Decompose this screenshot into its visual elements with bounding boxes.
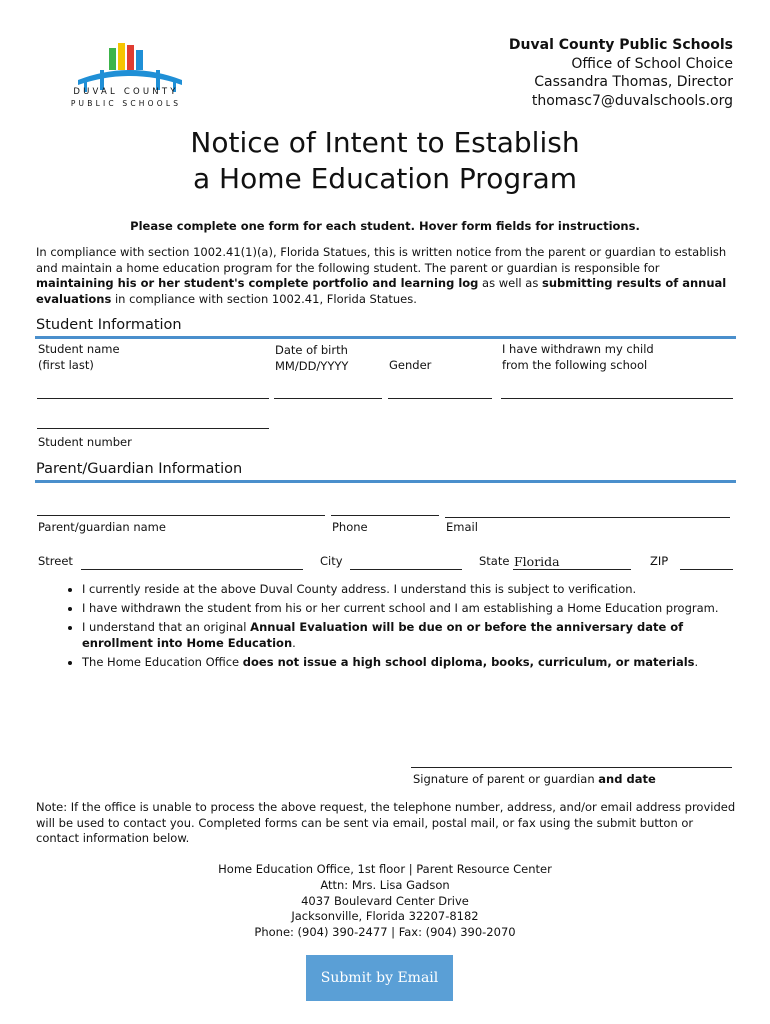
phone-label: Phone: [332, 520, 368, 534]
previous-school-label-2: from the following school: [502, 357, 648, 372]
logo-line-1: DUVAL COUNTY: [73, 87, 179, 97]
office-city: Jacksonville, Florida 32207-8182: [291, 909, 479, 924]
student-name-label-2: (first last): [38, 357, 94, 372]
street-field[interactable]: [81, 569, 303, 570]
previous-school-label: [502, 342, 654, 373]
logo-line-2: PUBLIC SCHOOLS: [70, 99, 182, 108]
student-name-label: [38, 342, 120, 373]
logo-bar-blue: [136, 50, 143, 70]
page-title: [0, 125, 770, 197]
list-item: • I currently reside at the above Duval County address. I understand this is subject to verification.: [82, 582, 752, 598]
signature-label-bold: and date: [598, 772, 656, 786]
intro-text-2: as well as: [478, 276, 542, 290]
office-name: Home Education Office, 1st floor | Parent Resource Center: [218, 862, 552, 876]
logo-bar-red: [127, 45, 134, 70]
phone-field[interactable]: [331, 515, 439, 516]
submit-by-email-button[interactable]: Submit by Email: [306, 955, 453, 1001]
bullet-3-bold: Annual Evaluation will be due on or before the anniversary date of enrollment into Home Education: [82, 620, 684, 650]
logo-bridge: [78, 70, 182, 85]
parent-name-field[interactable]: [37, 515, 325, 516]
state-label: State: [479, 554, 510, 568]
intro-text-1: In compliance with section 1002.41(1)(a), Florida Statues, this is written notice from the parent or guardian to establish and maintain a home education program for the following student. The parent or guardian is responsible for: [36, 245, 727, 275]
list-item: [82, 620, 752, 651]
office-phone-fax: Phone: (904) 390-2477 | Fax: (904) 390-2070: [254, 925, 516, 940]
student-number-label: Student number: [38, 435, 132, 449]
list-item: [82, 655, 752, 671]
office-street: 4037 Boulevard Center Drive: [301, 893, 469, 908]
list-item: • I have withdrawn the student from his or her current school and I am establishing a Home Education program.: [82, 601, 752, 617]
office-attn: Attn: Mrs. Lisa Gadson: [320, 877, 450, 892]
contact-email: thomasc7@duvalschools.org: [531, 92, 733, 109]
previous-school-field[interactable]: [501, 398, 733, 399]
bullet-4-bold: does not issue a high school diploma, books, curriculum, or materials: [242, 654, 695, 669]
city-label: City: [320, 554, 343, 568]
dob-field[interactable]: [274, 398, 382, 399]
bullet-4-end: .: [694, 654, 699, 669]
intro-text-3: in compliance with section 1002.41, Florida Statues.: [111, 291, 417, 306]
office-address: [0, 862, 770, 941]
student-number-field[interactable]: [37, 428, 269, 429]
contact-director: Cassandra Thomas, Director: [534, 74, 733, 90]
email-label: Email: [446, 520, 478, 534]
parent-section-rule: [35, 480, 736, 483]
signature-label-text: Signature of parent or guardian: [413, 772, 599, 786]
contact-note: Note: If the office is unable to process the above request, the telephone number, address, and/or email address provided will be used to contact you. Completed forms can be sent via email, postal mail, or fax using the submit button or contact information below.: [36, 800, 736, 845]
form-instructions: Please complete one form for each student. Hover form fields for instructions.: [130, 219, 640, 233]
signature-field[interactable]: [411, 767, 732, 768]
gender-field[interactable]: [388, 398, 492, 399]
dob-label-2: MM/DD/YYYY: [275, 358, 349, 373]
title-line-2: a Home Education Program: [192, 162, 578, 195]
student-section-heading: Student Information: [36, 317, 182, 333]
intro-paragraph: [36, 245, 736, 307]
student-section-rule: [35, 336, 736, 339]
acknowledgement-list: [64, 582, 752, 674]
street-label: Street: [38, 554, 73, 568]
bullet-4-text: The Home Education Office: [82, 654, 243, 669]
intro-bold-1: maintaining his or her student's complete portfolio and learning log: [36, 276, 479, 290]
title-line-1: Notice of Intent to Establish: [190, 126, 580, 159]
city-field[interactable]: [350, 569, 462, 570]
contact-block: [509, 36, 733, 110]
previous-school-label-1: I have withdrawn my child: [502, 342, 654, 356]
dob-label-1: Date of birth: [275, 343, 348, 357]
zip-field[interactable]: [680, 569, 733, 570]
contact-org: Duval County Public Schools: [508, 37, 733, 53]
student-name-label-1: Student name: [38, 342, 120, 356]
bullet-3-end: .: [292, 635, 296, 650]
gender-label: Gender: [389, 358, 432, 372]
student-name-field[interactable]: [37, 398, 269, 399]
state-field[interactable]: [513, 569, 631, 570]
email-field[interactable]: [445, 517, 730, 518]
intro-bold-2: submitting results of annual evaluations: [36, 276, 727, 306]
logo-bar-yellow: [118, 43, 125, 70]
bullet-3-text: I understand that an original: [82, 620, 251, 634]
logo-bar-green: [109, 48, 116, 70]
parent-name-label: Parent/guardian name: [38, 520, 166, 534]
dob-label: [275, 343, 348, 374]
parent-section-heading: Parent/Guardian Information: [36, 461, 243, 477]
logo-text: [64, 86, 188, 110]
zip-label: ZIP: [650, 554, 669, 568]
contact-office: Office of School Choice: [571, 55, 733, 72]
state-field-value[interactable]: Florida: [514, 554, 560, 569]
signature-label: [413, 772, 656, 788]
